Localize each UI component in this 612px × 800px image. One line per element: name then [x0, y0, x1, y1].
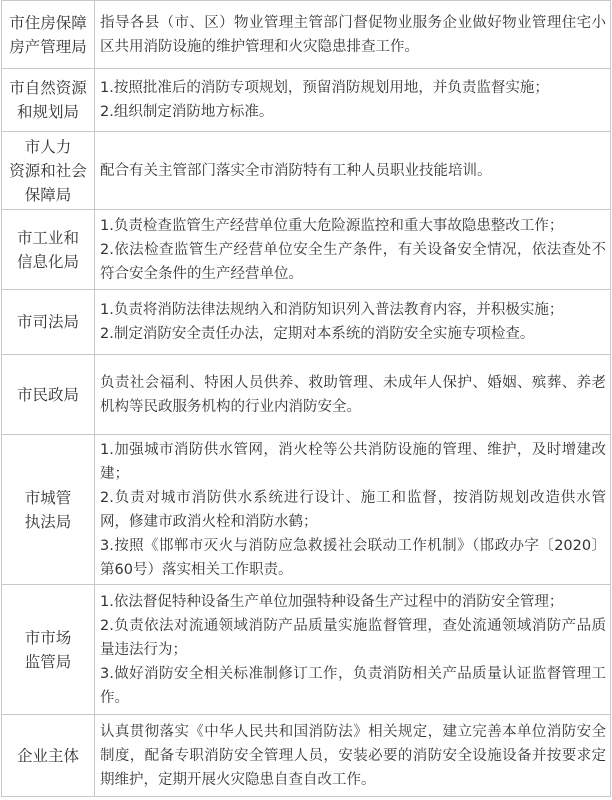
duty-text: 3.做好消防安全相关标准制修订工作，负责消防相关产品质量认证监督管理工作。	[100, 665, 606, 706]
duty-text: 3.按照《邯郸市灭火与消防应急救援社会联动工作机制》（邯政办字〔2020〕第60号）落实相关工作职责。	[100, 537, 606, 578]
department-name: 资源和社会	[9, 161, 87, 180]
department-cell	[2, 290, 95, 355]
department-name: 市住房保障	[9, 13, 87, 32]
responsibility-table	[1, 0, 611, 797]
department-cell	[2, 69, 95, 132]
department-name: 市自然资源	[9, 79, 87, 97]
duty-text: 配合有关主管部门落实全市消防特有工种人员职业技能培训。	[100, 162, 492, 179]
duty-text: 指导各县（市、区）物业管理主管部门督促物业服务企业做好物业管理住宅小区共用消防设施的维护管理和火灾隐患排查工作。	[100, 14, 606, 55]
department-name: 市司法局	[16, 313, 79, 331]
duty-text: 认真贯彻落实《中华人民共和国消防法》相关规定，建立完善本单位消防安全制度，配备专职消防安全管理人员，安装必要的消防安全设施设备并按要求定期维护，定期开展火灾隐患自查自改工作。	[100, 723, 606, 788]
table-row	[2, 132, 611, 210]
department-name: 市人力	[24, 137, 72, 156]
department-name: 信息化局	[16, 252, 79, 271]
department-cell	[2, 715, 95, 797]
duty-text: 2.制定消防安全责任办法，定期对本系统的消防安全实施专项检查。	[100, 326, 535, 342]
department-cell	[2, 132, 95, 210]
duty-cell	[95, 290, 611, 355]
duty-text: 1.加强城市消防供水管网，消火栓等公共消防设施的管理、维护，及时增建改建；	[100, 441, 606, 482]
department-cell	[2, 585, 95, 715]
department-name: 企业主体	[16, 746, 79, 765]
duty-cell	[95, 435, 611, 585]
department-cell	[2, 435, 95, 585]
department-name: 监管局	[24, 652, 72, 671]
duty-text: 2.负责对城市消防供水系统进行设计、施工和监督，按消防规划改造供水管网，修建市政消火栓和消防水鹤；	[100, 489, 606, 530]
department-name: 保障局	[24, 185, 72, 204]
duty-text: 2.组织制定消防地方标准。	[100, 104, 274, 120]
department-cell	[2, 1, 95, 69]
duty-text: 负责社会福利、特困人员供养、救助管理、未成年人保护、婚姻、殡葬、养老机构等民政服务机构的行业内消防安全。	[100, 374, 606, 415]
table-row	[2, 69, 611, 132]
department-name: 市市场	[24, 628, 72, 647]
table-row	[2, 210, 611, 290]
department-name: 执法局	[24, 512, 72, 531]
duty-text: 2.负责依法对流通领域消防产品质量实施监督管理，查处流通领域消防产品质量违法行为；	[100, 617, 606, 658]
department-name: 房产管理局	[9, 37, 87, 56]
duty-cell	[95, 355, 611, 435]
duty-cell	[95, 715, 611, 797]
duty-cell	[95, 210, 611, 290]
table-row	[2, 1, 611, 69]
department-name: 市城管	[24, 488, 72, 507]
department-name: 市民政局	[16, 385, 79, 404]
table-row	[2, 355, 611, 435]
duty-text: 2.依法检查监管生产经营单位安全生产条件，有关设备安全情况，依法查处不符合安全条件的生产经营单位。	[100, 241, 606, 282]
table-row	[2, 435, 611, 585]
duty-cell	[95, 132, 611, 210]
table-row	[2, 585, 611, 715]
department-name: 市工业和	[16, 228, 79, 247]
duty-cell	[95, 1, 611, 69]
department-cell	[2, 210, 95, 290]
duty-text: 1.按照批准后的消防专项规划，预留消防规划用地，并负责监督实施；	[100, 80, 549, 96]
department-name: 和规划局	[16, 103, 79, 121]
duty-cell	[95, 585, 611, 715]
department-cell	[2, 355, 95, 435]
duty-text: 1.负责检查监管生产经营单位重大危险源监控和重大事故隐患整改工作；	[100, 217, 564, 234]
duty-cell	[95, 69, 611, 132]
duty-text: 1.依法督促特种设备生产单位加强特种设备生产过程中的消防安全管理；	[100, 593, 564, 610]
table-row	[2, 290, 611, 355]
table-row	[2, 715, 611, 797]
duty-text: 1.负责将消防法律法规纳入和消防知识列入普法教育内容，并积极实施；	[100, 302, 564, 318]
